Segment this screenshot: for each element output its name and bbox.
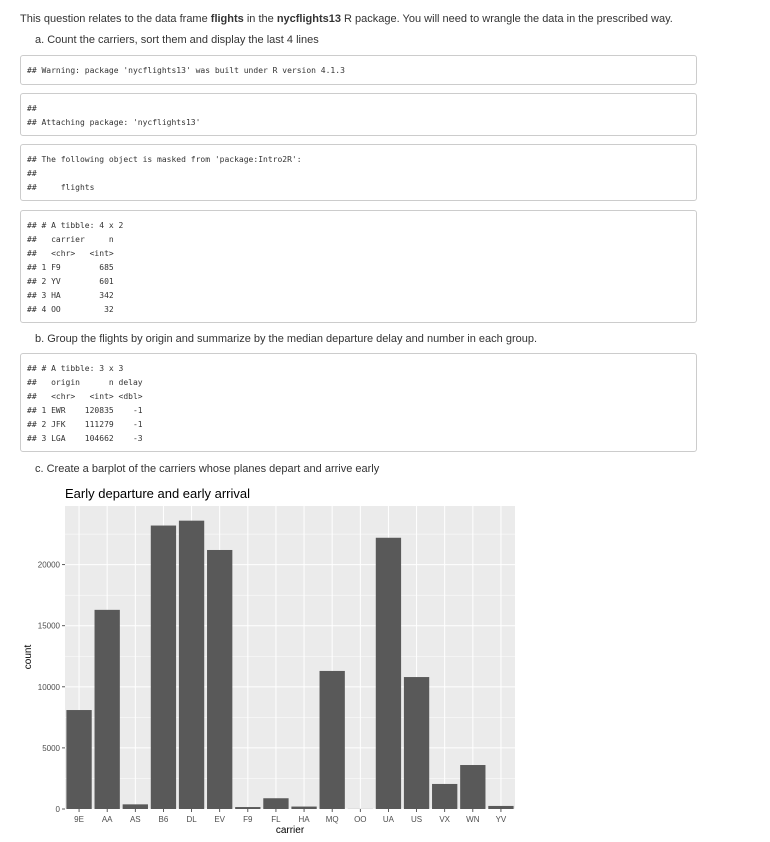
question-intro xyxy=(20,12,673,26)
masked-output: ## The following object is masked from 'package:Intro2R': ## ## flights xyxy=(20,144,697,201)
bar-AA xyxy=(95,610,120,809)
x-axis-label: carrier xyxy=(275,825,305,836)
intro-text-after: R package. You will need to wrangle the data in the prescribed way. xyxy=(341,13,673,25)
bar-B6 xyxy=(151,526,176,809)
y-tick-label: 15000 xyxy=(37,621,60,631)
intro-text-before: This question relates to the data frame xyxy=(20,13,211,25)
warning-output: ## Warning: package 'nycflights13' was built under R version 4.1.3 xyxy=(20,55,697,85)
intro-bold-package: nycflights13 xyxy=(276,13,341,25)
bar-UA xyxy=(376,538,401,809)
x-tick-label: VX xyxy=(439,815,451,824)
bar-HA xyxy=(291,807,316,809)
x-tick-label: YV xyxy=(495,815,507,824)
x-tick-label: AA xyxy=(101,815,113,824)
section-b-heading: b. Group the flights by origin and summarize by the median departure delay and number in each group. xyxy=(35,333,538,345)
bar-EV xyxy=(207,550,232,809)
x-axis xyxy=(74,809,507,824)
bar-F9 xyxy=(235,807,260,809)
barplot xyxy=(20,483,520,838)
section-a-heading: a. Count the carriers, sort them and display the last 4 lines xyxy=(35,34,319,46)
x-tick-label: F9 xyxy=(243,815,253,824)
x-tick-label: DL xyxy=(186,815,197,824)
x-tick-label: MQ xyxy=(325,815,339,824)
y-tick-label: 0 xyxy=(55,805,60,814)
bar-MQ xyxy=(320,671,345,809)
x-tick-label: WN xyxy=(466,815,480,824)
x-tick-label: HA xyxy=(298,815,310,824)
bar-WN xyxy=(460,765,485,809)
bar-VX xyxy=(432,784,457,809)
plot-panel xyxy=(65,506,515,809)
bar-FL xyxy=(263,798,288,809)
origin-tibble-output: ## # A tibble: 3 x 3 ## origin n delay ## <chr> <int> <dbl> ## 1 EWR 120835 -1 ## 2 JFK 111279 -1 ## 3 LGA 104662 -3 xyxy=(20,353,697,452)
section-c-heading: c. Create a barplot of the carriers whose planes depart and arrive early xyxy=(35,463,380,475)
chart-title: Early departure and early arrival xyxy=(65,486,250,501)
x-tick-label: FL xyxy=(271,815,281,824)
barplot-svg xyxy=(20,483,520,838)
x-tick-label: UA xyxy=(382,815,394,824)
intro-bold-flights: flights xyxy=(210,13,244,25)
y-tick-label: 20000 xyxy=(37,560,60,570)
x-tick-label: US xyxy=(411,815,423,824)
attach-output: ## ## Attaching package: 'nycflights13' xyxy=(20,93,697,136)
y-tick-label: 5000 xyxy=(42,743,60,753)
bar-US xyxy=(404,677,429,809)
bar-AS xyxy=(123,804,148,809)
x-tick-label: AS xyxy=(129,815,141,824)
y-axis-label: count xyxy=(23,644,34,670)
x-tick-label: OO xyxy=(354,815,367,824)
x-tick-label: 9E xyxy=(74,815,84,824)
x-tick-label: B6 xyxy=(158,815,169,824)
x-tick-label: EV xyxy=(214,815,226,824)
bar-9E xyxy=(66,710,91,809)
intro-text-middle: in the xyxy=(243,13,277,25)
bar-YV xyxy=(488,806,513,809)
y-axis xyxy=(38,561,65,814)
y-tick-label: 10000 xyxy=(37,682,60,692)
carrier-tibble-output: ## # A tibble: 4 x 2 ## carrier n ## <chr> <int> ## 1 F9 685 ## 2 YV 601 ## 3 HA 342 ## 4 OO 32 xyxy=(20,210,697,323)
bar-DL xyxy=(179,521,204,809)
